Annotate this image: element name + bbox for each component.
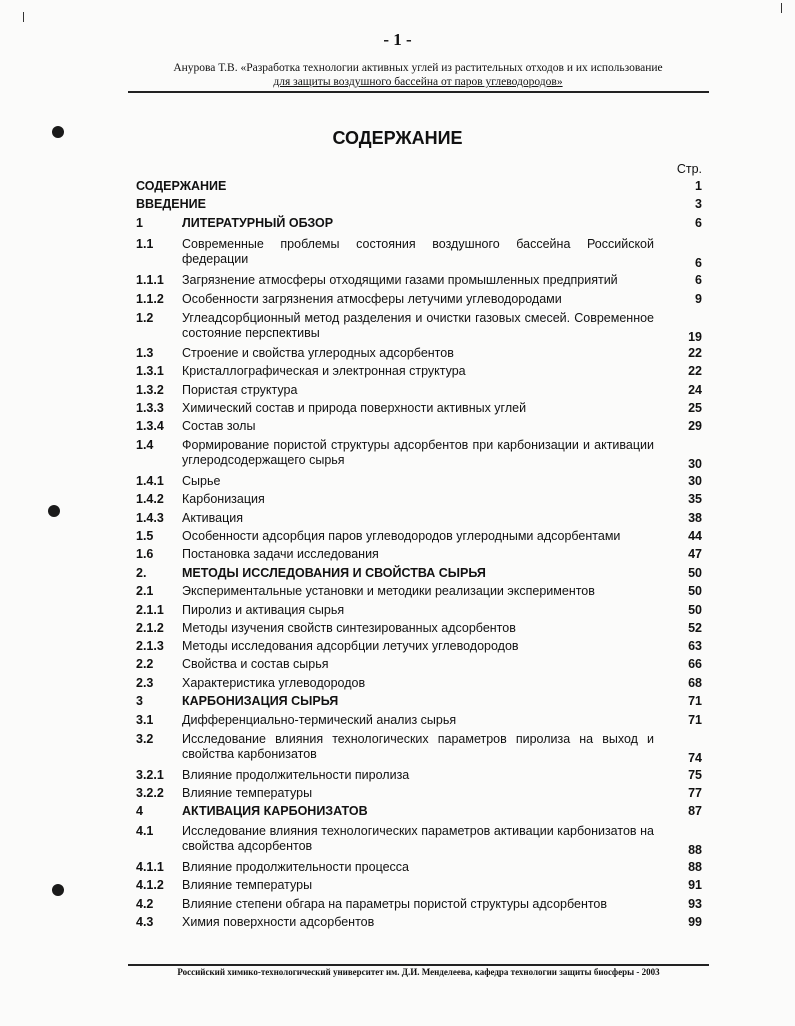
toc-title: Влияние температуры: [182, 878, 313, 892]
toc-title: Исследование влияния технологических параметров активации карбонизатов на свойства адсорбентов: [182, 824, 654, 853]
toc-page: 6: [695, 216, 702, 230]
page-title: СОДЕРЖАНИЕ: [332, 128, 463, 148]
toc-row: [136, 657, 702, 673]
toc-title: Особенности адсорбция паров углеводородов углеродными адсорбентами: [182, 529, 621, 543]
toc-page: 38: [688, 511, 702, 525]
toc-title: АКТИВАЦИЯ КАРБОНИЗАТОВ: [182, 804, 368, 818]
toc-row: [136, 401, 702, 417]
toc-row: [136, 603, 702, 619]
toc-row: [136, 639, 702, 655]
page-column-label: Стр.: [676, 162, 702, 176]
toc-number: 4.2: [136, 897, 154, 911]
toc-number: 4.1: [136, 824, 154, 838]
toc-page: 44: [688, 529, 702, 543]
toc-number: 1.1.1: [136, 273, 164, 287]
toc-number: 1.3.3: [136, 401, 164, 415]
toc-page: 19: [688, 330, 702, 344]
toc-title: Пористая структура: [182, 383, 298, 397]
toc-page: 22: [688, 364, 702, 378]
toc-page: 30: [688, 457, 702, 471]
toc-page: 71: [688, 694, 702, 708]
toc-page: 75: [688, 768, 702, 782]
toc-page: 68: [688, 676, 702, 690]
toc-number: 1.3: [136, 346, 154, 360]
toc-number: 1.4.1: [136, 474, 164, 488]
toc-row: [136, 237, 702, 271]
toc-row: [136, 860, 702, 876]
toc-title: Методы изучения свойств синтезированных адсорбентов: [182, 621, 516, 635]
toc-page: 47: [688, 547, 702, 561]
toc-title: Химический состав и природа поверхности активных углей: [182, 401, 527, 415]
toc-row: [136, 197, 702, 213]
toc-row: [136, 292, 702, 308]
toc-row: [136, 878, 702, 894]
toc-number: 4.1.2: [136, 878, 164, 892]
toc-number: 2.1.3: [136, 639, 164, 653]
toc-row: [136, 311, 702, 345]
toc-row: [136, 824, 702, 858]
toc-title: МЕТОДЫ ИССЛЕДОВАНИЯ И СВОЙСТВА СЫРЬЯ: [182, 566, 486, 580]
toc-number: 1.6: [136, 547, 154, 561]
toc-number: 2.1.2: [136, 621, 164, 635]
toc-title: Исследование влияния технологических параметров пиролиза на выход и свойства карбонизатов: [182, 732, 654, 761]
toc-page: 3: [695, 197, 702, 211]
toc-row: [136, 694, 702, 710]
toc-row: [136, 529, 702, 545]
toc-row: [136, 273, 702, 289]
toc-number: 4.3: [136, 915, 154, 929]
toc-number: 4: [136, 804, 143, 818]
toc-row: [136, 511, 702, 527]
toc-title: Характеристика углеводородов: [182, 676, 366, 690]
document-footer: Российский химико-технологический университет им. Д.И. Менделеева, кафедра технологии защиты биосферы - 2003: [177, 967, 660, 977]
toc-page: 35: [688, 492, 702, 506]
toc-page: 24: [688, 383, 702, 397]
toc-number: 4.1.1: [136, 860, 164, 874]
toc-number: 2.1.1: [136, 603, 164, 617]
toc-page: 63: [688, 639, 702, 653]
toc-title: Влияние продолжительности пиролиза: [182, 768, 410, 782]
toc-page: 6: [695, 256, 702, 270]
toc-page: 9: [695, 292, 702, 306]
toc-row: [136, 364, 702, 380]
toc-title: ЛИТЕРАТУРНЫЙ ОБЗОР: [182, 216, 334, 230]
toc-row: [136, 346, 702, 362]
toc-page: 50: [688, 584, 702, 598]
toc-page: 74: [688, 751, 702, 765]
toc-title: Сырье: [182, 474, 221, 488]
toc-title: Пиролиз и активация сырья: [182, 603, 345, 617]
toc-number: 2.: [136, 566, 147, 580]
toc-title: Дифференциально-термический анализ сырья: [182, 713, 457, 727]
toc-number: 1.5: [136, 529, 154, 543]
toc-title: Методы исследования адсорбции летучих углеводородов: [182, 639, 519, 653]
toc-title: ВВЕДЕНИЕ: [136, 197, 206, 211]
toc-page: 93: [688, 897, 702, 911]
toc-page: 6: [695, 273, 702, 287]
header-line-1: Анурова Т.В. «Разработка технологии активных углей из растительных отходов и их использование: [173, 62, 663, 74]
toc-number: 3.2.2: [136, 786, 164, 800]
toc-number: 1.3.1: [136, 364, 164, 378]
toc-title: Углеадсорбционный метод разделения и очистки газовых смесей. Современное состояние перспективы: [182, 311, 654, 340]
toc-page: 50: [688, 603, 702, 617]
toc-title: Современные проблемы состояния воздушного бассейна Российской федерации: [182, 237, 654, 266]
toc-row: [136, 732, 702, 766]
toc-row: [136, 566, 702, 582]
header-line-2: для защиты воздушного бассейна от паров углеводородов»: [273, 76, 563, 88]
toc-title: Загрязнение атмосферы отходящими газами промышленных предприятий: [182, 273, 618, 287]
toc-page: 25: [688, 401, 702, 415]
toc-row: [136, 492, 702, 508]
toc-row: [136, 383, 702, 399]
toc-row: [136, 676, 702, 692]
toc-row: [136, 621, 702, 637]
toc-title: Свойства и состав сырья: [182, 657, 329, 671]
toc-row: [136, 547, 702, 563]
toc-number: 2.2: [136, 657, 154, 671]
toc-title: Влияние температуры: [182, 786, 313, 800]
toc-number: 1.4: [136, 438, 154, 452]
toc-number: 1.4.2: [136, 492, 164, 506]
toc-row: [136, 804, 702, 820]
toc-title: Влияние степени обгара на параметры пористой структуры адсорбентов: [182, 897, 608, 911]
toc-title: Экспериментальные установки и методики реализации экспериментов: [182, 584, 595, 598]
toc-row: [136, 584, 702, 600]
toc-number: 1.4.3: [136, 511, 164, 525]
toc-number: 2.1: [136, 584, 154, 598]
toc-number: 1: [136, 216, 143, 230]
toc-title: Особенности загрязнения атмосферы летучими углеводородами: [182, 292, 562, 306]
footer-rule: [128, 964, 709, 966]
toc-number: 3.2.1: [136, 768, 164, 782]
toc-title: КАРБОНИЗАЦИЯ СЫРЬЯ: [182, 694, 339, 708]
toc-page: 29: [688, 419, 702, 433]
toc-number: 1.1: [136, 237, 154, 251]
toc-row: [136, 768, 702, 784]
toc-title: Карбонизация: [182, 492, 265, 506]
toc-page: 22: [688, 346, 702, 360]
toc-page: 87: [688, 804, 702, 818]
toc-number: 1.3.2: [136, 383, 164, 397]
toc-number: 3.2: [136, 732, 154, 746]
toc-row: [136, 474, 702, 490]
toc-row: [136, 216, 702, 232]
toc-row: [136, 897, 702, 913]
toc-page: 52: [688, 621, 702, 635]
toc-page: 71: [688, 713, 702, 727]
toc-title: Кристаллографическая и электронная структура: [182, 364, 466, 378]
toc-number: 3: [136, 694, 143, 708]
toc-page: 77: [688, 786, 702, 800]
toc-page: 88: [688, 860, 702, 874]
toc-number: 1.1.2: [136, 292, 164, 306]
toc-row: [136, 786, 702, 802]
toc-title: Активация: [182, 511, 244, 525]
toc-row: [136, 438, 702, 472]
toc-row: [136, 915, 702, 931]
toc-page: 91: [688, 878, 702, 892]
toc-page: 99: [688, 915, 702, 929]
page-number: - 1 -: [383, 30, 412, 49]
toc-page: 30: [688, 474, 702, 488]
toc-number: 3.1: [136, 713, 154, 727]
toc-page: 66: [688, 657, 702, 671]
toc-title: СОДЕРЖАНИЕ: [136, 179, 227, 193]
toc-number: 2.3: [136, 676, 154, 690]
toc-row: [136, 713, 702, 729]
toc-title: Состав золы: [182, 419, 256, 433]
toc-row: [136, 179, 702, 195]
toc-page: 50: [688, 566, 702, 580]
toc-number: 1.3.4: [136, 419, 164, 433]
toc-row: [136, 419, 702, 435]
toc-number: 1.2: [136, 311, 154, 325]
toc-title: Формирование пористой структуры адсорбентов при карбонизации и активации углеродсодержащего сырья: [182, 438, 654, 467]
toc-title: Постановка задачи исследования: [182, 547, 379, 561]
toc-title: Химия поверхности адсорбентов: [182, 915, 375, 929]
toc-page: 88: [688, 843, 702, 857]
toc-title: Строение и свойства углеродных адсорбентов: [182, 346, 454, 360]
toc-page: 1: [695, 179, 702, 193]
toc-title: Влияние продолжительности процесса: [182, 860, 410, 874]
